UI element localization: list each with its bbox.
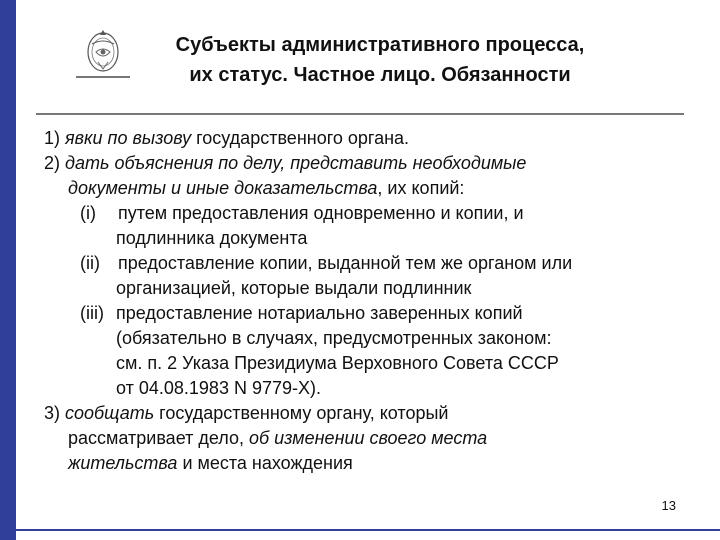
- item-text: государственного органа.: [191, 128, 410, 148]
- item-number: 2): [44, 153, 61, 173]
- item-text: рассматривает дело,: [68, 428, 249, 448]
- title-divider: [36, 113, 684, 115]
- sub-item-text: путем предоставления одновременно и копии, и: [118, 203, 524, 223]
- sub-item-text: см. п. 2 Указа Президиума Верховного Совета СССР: [116, 353, 559, 373]
- sub-item-ii: [44, 251, 694, 276]
- sub-item-iii-cont: [44, 376, 694, 401]
- list-item-1: [44, 126, 694, 151]
- sub-item-text: предоставление копии, выданной тем же органом или: [118, 253, 573, 273]
- title-line-1: Субъекты административного процесса,: [175, 34, 585, 56]
- page-number: 13: [661, 498, 676, 513]
- sub-item-label: (iii): [80, 303, 104, 323]
- item-emphasis: сообщать: [65, 403, 155, 423]
- left-accent-bar: [0, 0, 16, 540]
- bottom-accent-line: [16, 529, 720, 531]
- sub-item-i-cont: [44, 226, 694, 251]
- list-item-3: [44, 401, 694, 426]
- sub-item-text: предоставление нотариально заверенных копий: [116, 303, 523, 323]
- list-item-3-cont: [44, 426, 694, 451]
- sub-item-text: подлинника документа: [116, 228, 308, 248]
- list-item-3-cont: [44, 451, 694, 476]
- slide-body: [44, 126, 694, 476]
- item-emphasis: документы и иные доказательства: [68, 178, 378, 198]
- sub-item-label: (i): [80, 203, 96, 223]
- item-emphasis: явки по вызову: [65, 128, 192, 148]
- item-number: 3): [44, 403, 61, 423]
- sub-item-iii: [44, 301, 694, 326]
- item-number: 1): [44, 128, 61, 148]
- item-emphasis: об изменении своего места: [248, 428, 488, 448]
- sub-item-text: организацией, которые выдали подлинник: [116, 278, 472, 298]
- item-text: , их копий:: [377, 178, 465, 198]
- sub-item-iii-cont: [44, 326, 694, 351]
- sub-item-text: от 04.08.1983 N 9779-X).: [116, 378, 321, 398]
- sub-item-text: (обязательно в случаях, предусмотренных законом:: [116, 328, 552, 348]
- item-text: государственному органу, который: [154, 403, 449, 423]
- sub-item-ii-cont: [44, 276, 694, 301]
- emblem-icon: [76, 22, 130, 82]
- title-line-2: их статус. Частное лицо. Обязанности: [189, 64, 571, 86]
- item-emphasis: жительства: [68, 453, 178, 473]
- list-item-2: [44, 151, 694, 176]
- sub-item-label: (ii): [80, 253, 100, 273]
- sub-item-i: [44, 201, 694, 226]
- list-item-2-cont: [44, 176, 694, 201]
- sub-item-iii-cont: [44, 351, 694, 376]
- item-emphasis: дать объяснения по делу, представить необходимые: [65, 153, 527, 173]
- slide-title: [130, 30, 630, 90]
- item-text: и места нахождения: [177, 453, 353, 473]
